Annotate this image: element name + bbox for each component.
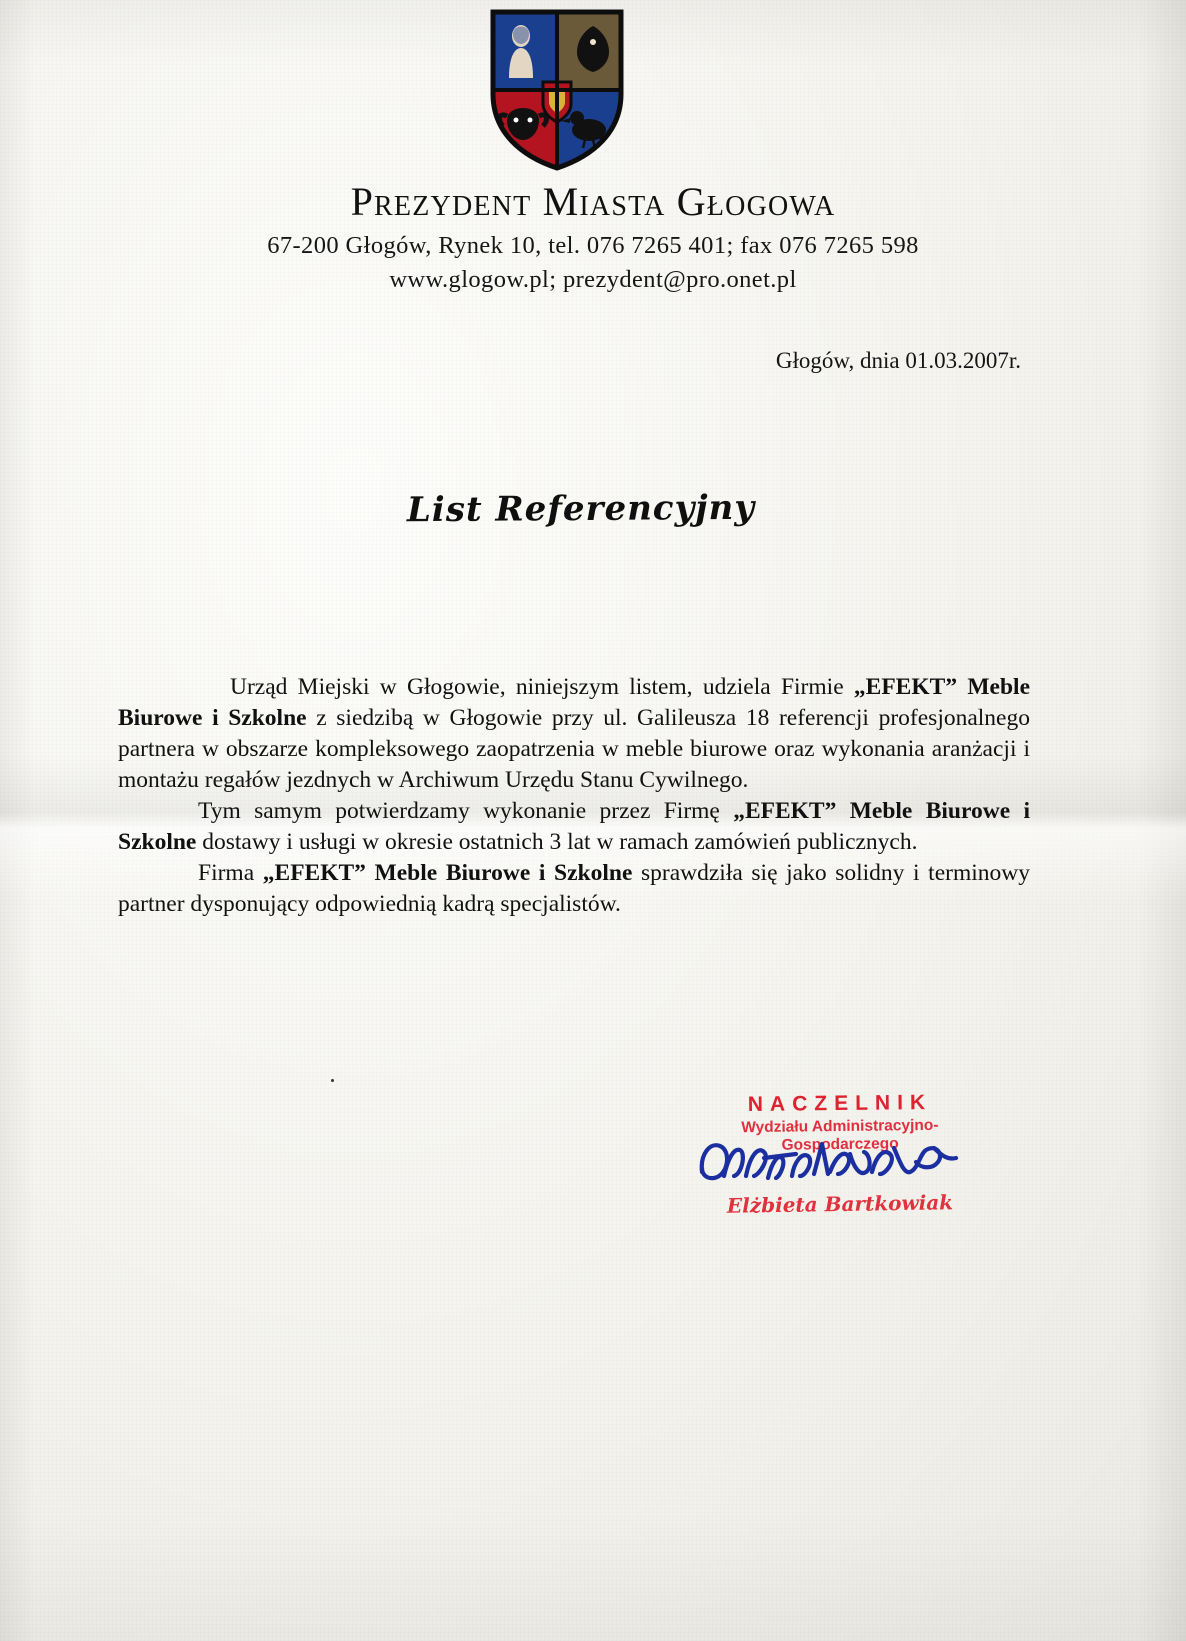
paragraph-2 (118, 796, 1030, 858)
page-title: Prezydent Miasta Głogowa (350, 179, 836, 224)
paragraph-1 (118, 672, 1030, 796)
paragraph-3 (118, 858, 1030, 920)
paragraph-3-text: Firma „EFEKT” Meble Biurowe i Szkolne sprawdziła się jako solidny i terminowy partner dysponujący odpowiednią kadrą specjalistów. (118, 860, 1031, 917)
document-heading: List Referencyjny (406, 487, 756, 531)
paragraph-2-text: Tym samym potwierdzamy wykonanie przez Firmę „EFEKT” Meble Biurowe i Szkolne dostawy i usługi w okresie ostatnich 3 lat w ramach zamówień publicznych. (118, 798, 1030, 855)
office-contact: www.glogow.pl; prezydent@pro.onet.pl (389, 266, 797, 293)
stamp-name: Elżbieta Bartkowiak (726, 1190, 954, 1218)
stamp-subtitle: Wydziału Administracyjno-Gospodarczego (741, 1116, 939, 1154)
coat-of-arms-icon (489, 8, 625, 172)
ink-speck (331, 1079, 334, 1082)
office-address: 67-200 Głogów, Rynek 10, tel. 076 7265 401; fax 076 7265 598 (267, 232, 919, 259)
stamp-title: NACZELNIK (747, 1091, 933, 1116)
letter-body (118, 672, 1030, 920)
place-and-date: Głogów, dnia 01.03.2007r. (775, 348, 1021, 373)
paragraph-1-text: Urząd Miejski w Głogowie, niniejszym listem, udziela Firmie „EFEKT” Meble Biurowe i Szkolne z siedzibą w Głogowie przy ul. Galileusza 18 referencji profesjonalnego partnera w obszarze kompleksowego zaopatrzenia w meble biurowe oraz wykonania aranżacji i montażu regałów jezdnych w Archiwum Urzędu Stanu Cywilnego. (118, 674, 1030, 793)
signature-icon (694, 1128, 974, 1198)
